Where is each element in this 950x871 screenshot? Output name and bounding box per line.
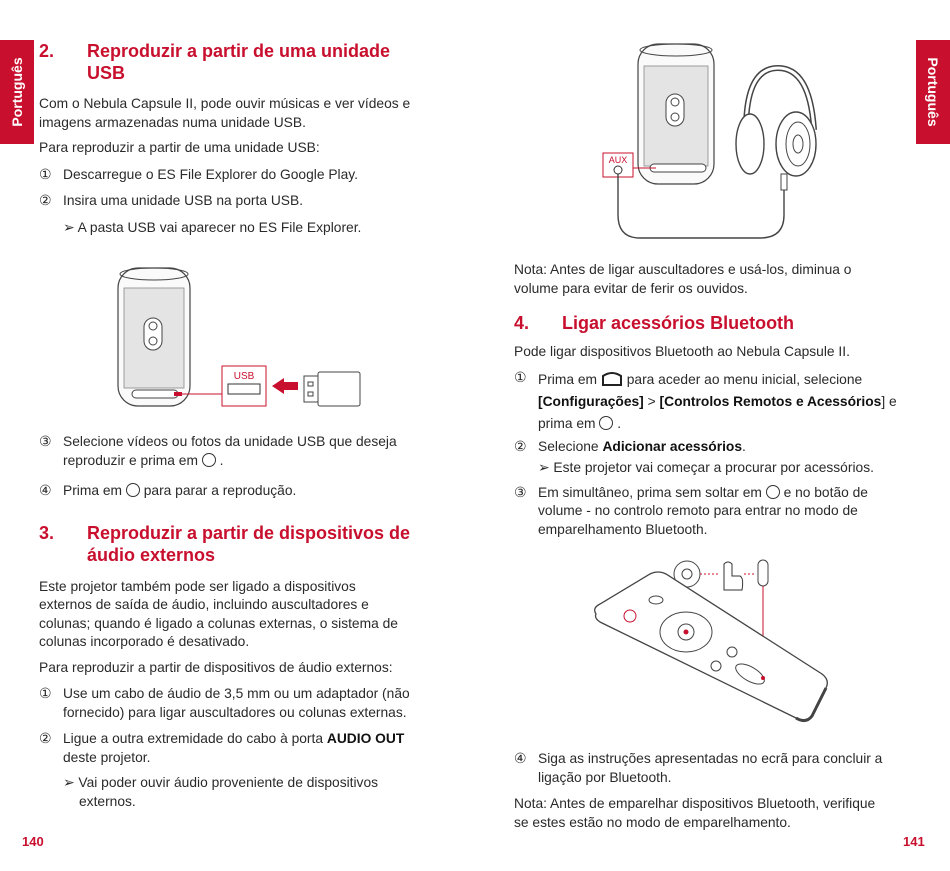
page-number-right: 141 bbox=[903, 834, 925, 849]
home-icon bbox=[601, 370, 623, 386]
remote-control-illustration bbox=[590, 556, 835, 736]
aux-headphones-illustration bbox=[600, 40, 830, 245]
step-4: ④ Prima em para parar a reprodução. bbox=[39, 483, 297, 498]
right-column bbox=[514, 261, 914, 539]
section-3-heading: 3. Reproduzir a partir de dispositivos de áudio externos bbox=[39, 522, 411, 565]
step-1: ① Prima em para aceder ao menu inicial, selecione [Configurações] > [Controlos Remotos e Acessórios] e prima em . bbox=[514, 369, 897, 431]
step-2-result: ➢ A pasta USB vai aparecer no ES File Explorer. bbox=[63, 219, 362, 235]
language-tab-label: Português bbox=[9, 57, 25, 127]
step-2-result: ➢ Este projetor vai começar a procurar por acessórios. bbox=[538, 460, 874, 475]
section-number: 2. bbox=[39, 41, 55, 61]
section-3-lead: Para reproduzir a partir de dispositivos de áudio externos: bbox=[39, 659, 393, 675]
step-2: ② Insira uma unidade USB na porta USB. bbox=[39, 193, 304, 208]
hand-pointer-icon bbox=[724, 562, 743, 590]
step-1: ① Descarregue o ES File Explorer do Google Play. bbox=[39, 166, 358, 182]
language-tab-right bbox=[916, 40, 950, 144]
section-title: Reproduzir a partir de uma unidade USB bbox=[87, 41, 391, 83]
step-3: ③ Selecione vídeos ou fotos da unidade USB que deseja reproduzir e prima em . bbox=[39, 434, 397, 468]
left-column bbox=[39, 40, 459, 237]
insert-arrow-icon bbox=[272, 378, 298, 394]
page-number-left: 140 bbox=[22, 834, 44, 849]
headphones-icon bbox=[736, 68, 816, 190]
usb-insert-illustration bbox=[110, 258, 370, 418]
left-column-lower bbox=[39, 433, 459, 811]
step-4: ④ Siga as instruções apresentadas no ecrã para concluir a ligação por Bluetooth. bbox=[514, 751, 883, 785]
section-4-heading: 4. Ligar acessórios Bluetooth bbox=[514, 313, 795, 333]
ok-button-icon bbox=[202, 453, 216, 467]
note-headphones: Nota: Antes de ligar auscultadores e usá-los, diminua o volume para evitar de ferir os ouvidos. bbox=[514, 262, 852, 296]
step-1: ① Use um cabo de áudio de 3,5 mm ou um adaptador (não fornecido) para ligar auscultadores ou colunas externas. bbox=[39, 686, 410, 720]
usb-port-label: USB bbox=[233, 371, 255, 382]
step-2: ② Ligue a outra extremidade do cabo à porta AUDIO OUT deste projetor. bbox=[39, 731, 405, 765]
language-tab-left bbox=[0, 40, 34, 144]
section-2-intro: Com o Nebula Capsule II, pode ouvir músicas e ver vídeos e imagens armazenadas numa unidade USB. bbox=[39, 96, 411, 130]
note-bluetooth: Nota: Antes de emparelhar dispositivos Bluetooth, verifique se estes estão no modo de emparelhamento. bbox=[514, 796, 876, 830]
ok-button-icon bbox=[126, 483, 140, 497]
ok-button-icon bbox=[599, 416, 613, 430]
aux-port-label: AUX bbox=[608, 155, 628, 165]
ok-button-icon bbox=[766, 485, 780, 499]
right-column-lower bbox=[514, 750, 914, 832]
step-2: ② Selecione Adicionar acessórios. bbox=[514, 438, 746, 454]
section-4-lead: Pode ligar dispositivos Bluetooth ao Nebula Capsule II. bbox=[514, 344, 850, 359]
section-3-intro: Este projetor também pode ser ligado a dispositivos externos de saída de áudio, incluindo auscultadores e colunas; quando é ligado a colunas externas, o sistema de colunas incorporado é desativado. bbox=[39, 578, 398, 649]
language-tab-label: Português bbox=[925, 57, 941, 127]
step-2-result: ➢ Vai poder ouvir áudio proveniente de dispositivos externos. bbox=[63, 775, 379, 809]
step-3: ③ Em simultâneo, prima sem soltar em e no botão de volume - no controlo remoto para entrar no modo de emparelhamento Bluetooth. bbox=[514, 484, 868, 537]
section-2-heading bbox=[39, 40, 459, 84]
section-2-lead: Para reproduzir a partir de uma unidade USB: bbox=[39, 140, 320, 155]
